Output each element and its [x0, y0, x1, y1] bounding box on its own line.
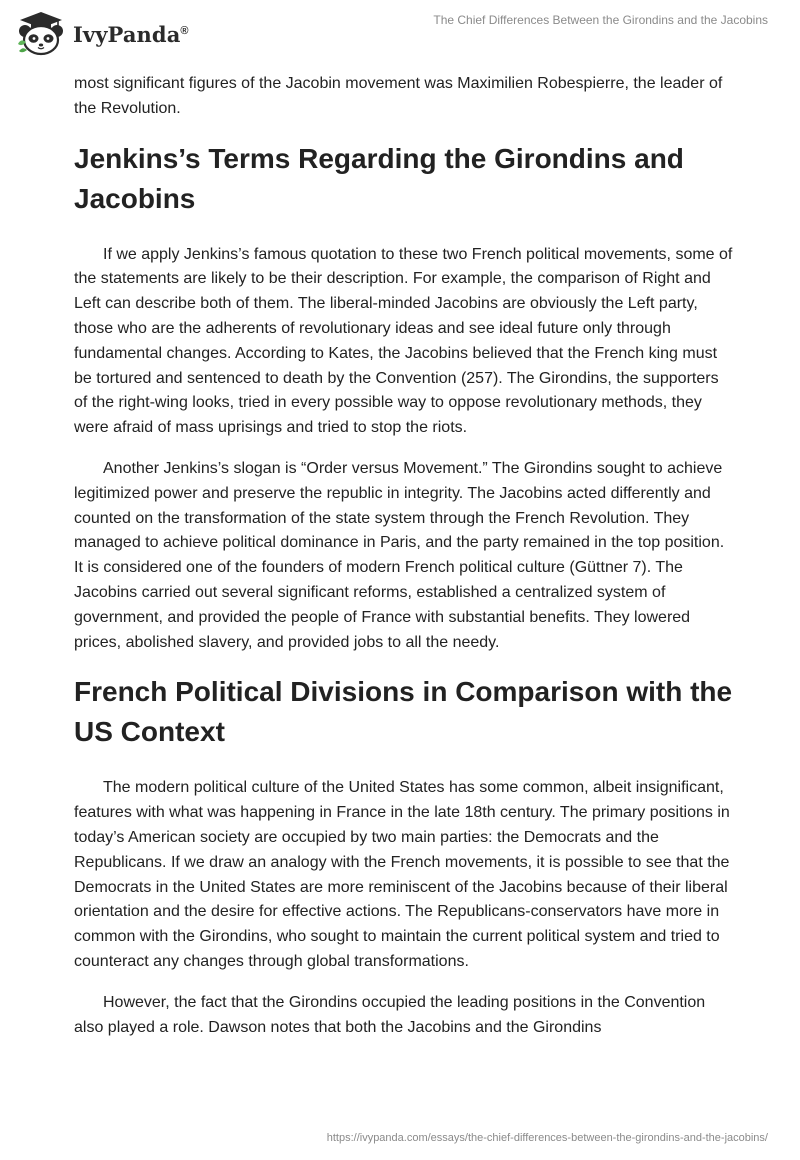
document-running-title: The Chief Differences Between the Girondins and the Jacobins	[433, 13, 768, 27]
section-heading-jenkins: Jenkins’s Terms Regarding the Girondins and Jacobins	[74, 142, 684, 214]
source-url[interactable]: https://ivypanda.com/essays/the-chief-differences-between-the-girondins-and-the-jacobins/	[326, 1132, 768, 1144]
essay-body	[74, 72, 734, 1040]
section1-paragraph-2: Another Jenkins’s slogan is “Order versus Movement.” The Girondins sought to achieve legitimized power and preserve the republic in integrity. The Jacobins acted differently and counted on the transformation of the state system through the French Revolution. They managed to achieve political dominance in Paris, and the party remained in the top position. It is considered one of the founders of modern French political culture (Güttner 7). The Jacobins carried out several significant reforms, established a centralized system of government, and provided the people of France with substantial benefits. They lowered prices, abolished slavery, and provided jobs to all the needy.	[74, 459, 725, 651]
page-header	[0, 0, 800, 68]
brand-name: IvyPanda®	[73, 21, 189, 47]
section-heading-french-divisions: French Political Divisions in Comparison with the US Context	[74, 676, 733, 748]
ivypanda-logo[interactable]	[16, 10, 189, 56]
intro-paragraph: most significant figures of the Jacobin movement was Maximilien Robespierre, the leader of the Revolution.	[74, 75, 723, 117]
section2-paragraph-2: However, the fact that the Girondins occupied the leading positions in the Convention also played a role. Dawson notes that both the Jacobins and the Girondins	[74, 993, 706, 1036]
section2-paragraph-1: The modern political culture of the United States has some common, albeit insignificant, features with what was happening in France in the late 18th century. The primary positions in today’s American society are occupied by two main parties: the Democrats and the Republicans. If we draw an analogy with the French movements, it is possible to see that the Democrats in the United States are more reminiscent of the Jacobins because of their liberal orientation and the desire for effective actions. The Republicans-conservators have more in common with the Girondins, who sought to maintain the current political system and tried to counteract any changes through global transformations.	[74, 779, 730, 970]
panda-graduation-cap-icon	[16, 10, 66, 56]
registered-mark: ®	[180, 24, 189, 37]
section1-paragraph-1: If we apply Jenkins’s famous quotation to these two French political movements, some of the statements are likely to be their description. For example, the comparison of Right and Left can describe both of them. The liberal-minded Jacobins are obviously the Left party, those who are the adherents of revolutionary ideas and see ideal future only through fundamental changes. According to Kates, the Jacobins believed that the French king must be tortured and sentenced to death by the Convention (257). The Girondins, the supporters of the right-wing looks, tried in every possible way to oppose revolutionary methods, they were afraid of mass uprisings and tried to stop the riots.	[74, 245, 733, 437]
